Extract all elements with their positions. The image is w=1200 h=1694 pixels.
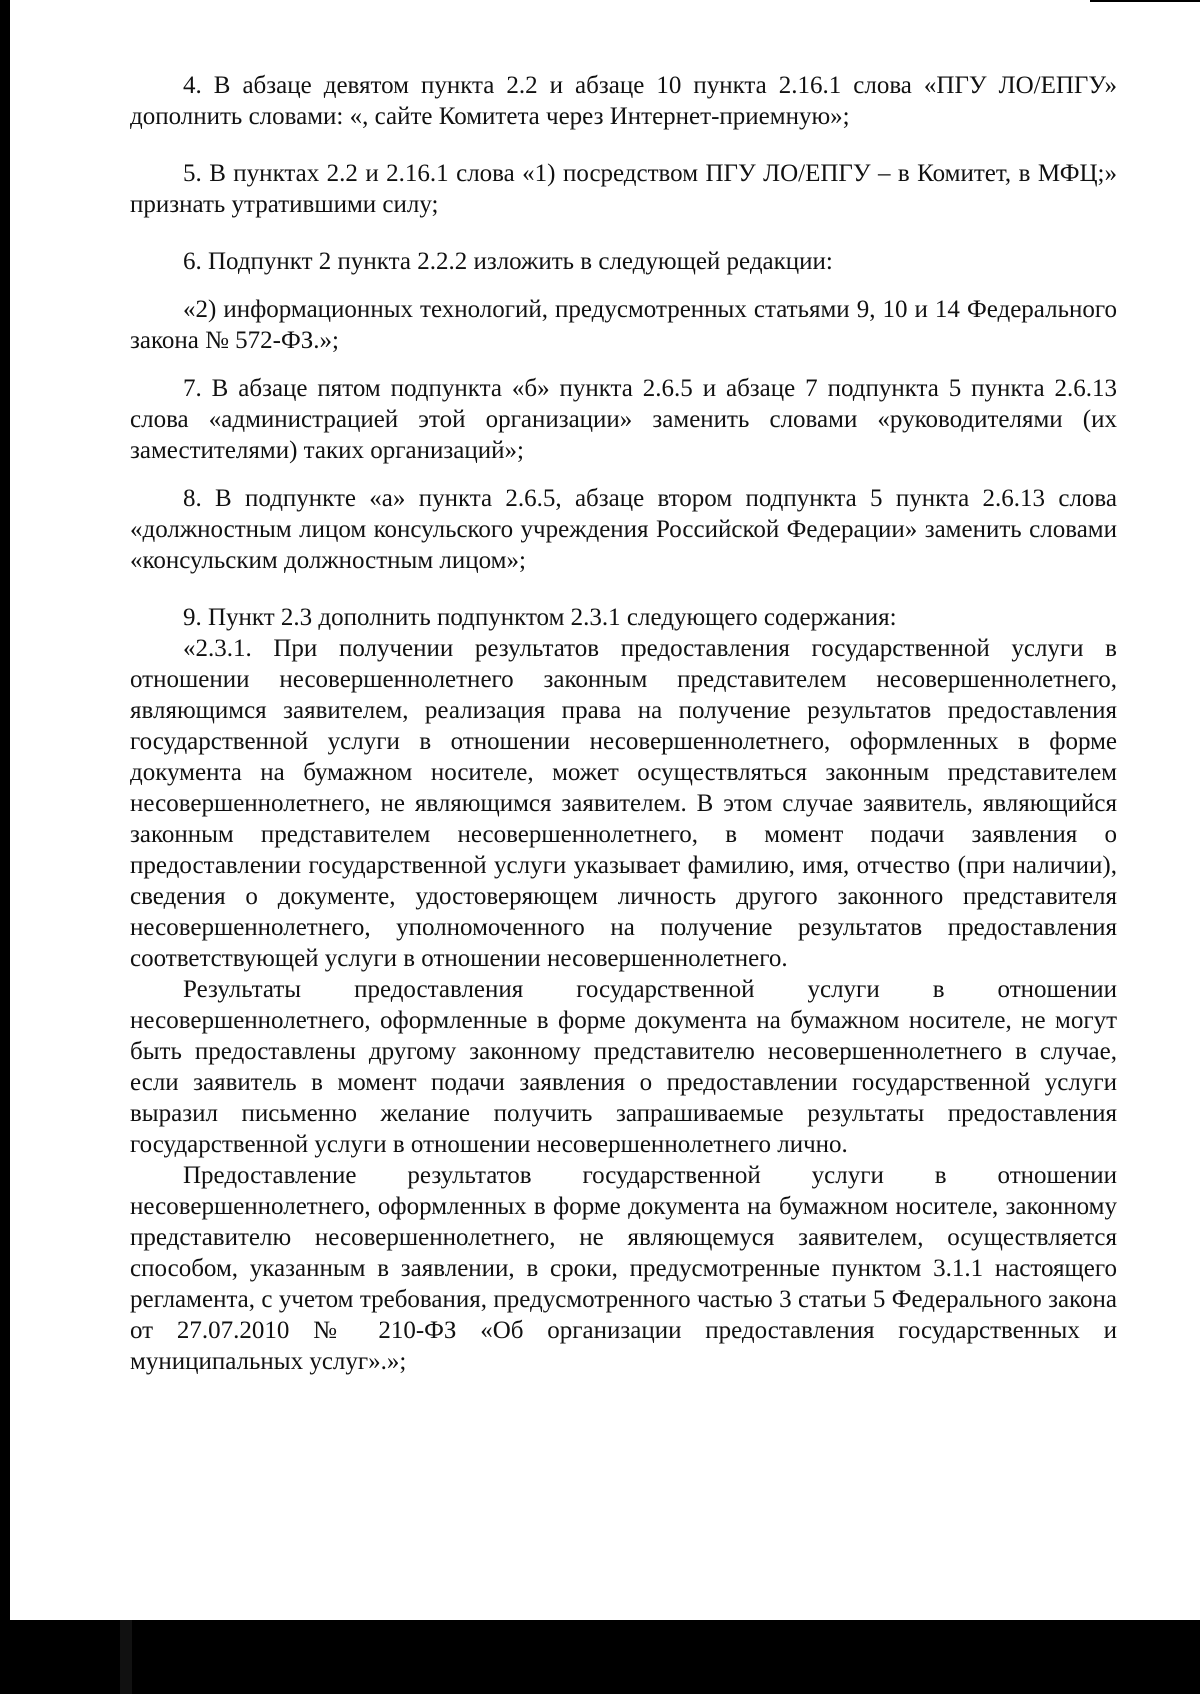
paragraph-item-6: 6. Подпункт 2 пункта 2.2.2 изложить в следующей редакции: — [183, 248, 833, 275]
scan-bottom-notch — [120, 1620, 132, 1694]
paragraph-item-9: 9. Пункт 2.3 дополнить подпунктом 2.3.1 следующего содержания: — [183, 604, 897, 631]
scan-bottom-bar — [0, 1620, 1200, 1694]
scan-left-edge — [0, 0, 10, 1694]
paragraph-item-6-text: «2) информационных технологий, предусмотренных статьями 9, 10 и 14 Федерального закона № 572-ФЗ.»; — [130, 296, 1117, 354]
paragraph-results-delivery: Предоставление результатов государственной услуги в отношении несовершеннолетнего, оформленных в форме документа на бумажном носителе, законному представителю несовершеннолетнего, не являющемуся заявителем, осуществляется способом, указанным в заявлении, в сроки, предусмотренные пунктом 3.1.1 настоящего регламента, с учетом требования, предусмотренного частью 3 статьи 5 Федерального закона от 27.07.2010 № 210-ФЗ «Об организации предоставления государственных и муниципальных услуг».»; — [130, 1162, 1117, 1375]
scan-top-line — [1090, 0, 1200, 2]
paragraph-item-7: 7. В абзаце пятом подпункта «б» пункта 2.6.5 и абзаце 7 подпункта 5 пункта 2.6.13 слова «администрацией этой организации» заменить словами «руководителями (их заместителями) таких организаций»; — [130, 375, 1117, 464]
document-page — [130, 70, 1117, 1377]
paragraph-item-5: 5. В пунктах 2.2 и 2.16.1 слова «1) посредством ПГУ ЛО/ЕПГУ – в Комитет, в МФЦ;» признать утратившими силу; — [130, 160, 1117, 218]
paragraph-item-8: 8. В подпункте «а» пункта 2.6.5, абзаце втором подпункта 5 пункта 2.6.13 слова «должностным лицом консульского учреждения Российской Федерации» заменить словами «консульским должностным лицом»; — [130, 485, 1117, 574]
paragraph-results-restriction: Результаты предоставления государственной услуги в отношении несовершеннолетнего, оформленные в форме документа на бумажном носителе, не могут быть предоставлены другому законному представителю несовершеннолетнего в случае, если заявитель в момент подачи заявления о предоставлении государственной услуги выразил письменно желание получить запрашиваемые результаты предоставления государственной услуги в отношении несовершеннолетнего лично. — [130, 976, 1117, 1158]
paragraph-2-3-1: «2.3.1. При получении результатов предоставления государственной услуги в отношении несовершеннолетнего законным представителем несовершеннолетнего, являющимся заявителем, реализация права на получение результатов предоставления государственной услуги в отношении несовершеннолетнего, оформленных в форме документа на бумажном носителе, может осуществляться законным представителем несовершеннолетнего, не являющимся заявителем. В этом случае заявитель, являющийся законным представителем несовершеннолетнего, в момент подачи заявления о предоставлении государственной услуги указывает фамилию, имя, отчество (при наличии), сведения о документе, удостоверяющем личность другого законного представителя несовершеннолетнего, уполномоченного на получение результатов предоставления соответствующей услуги в отношении несовершеннолетнего. — [130, 635, 1117, 972]
paragraph-item-4: 4. В абзаце девятом пункта 2.2 и абзаце 10 пункта 2.16.1 слова «ПГУ ЛО/ЕПГУ» дополнить словами: «, сайте Комитета через Интернет-приемную»; — [130, 72, 1117, 130]
